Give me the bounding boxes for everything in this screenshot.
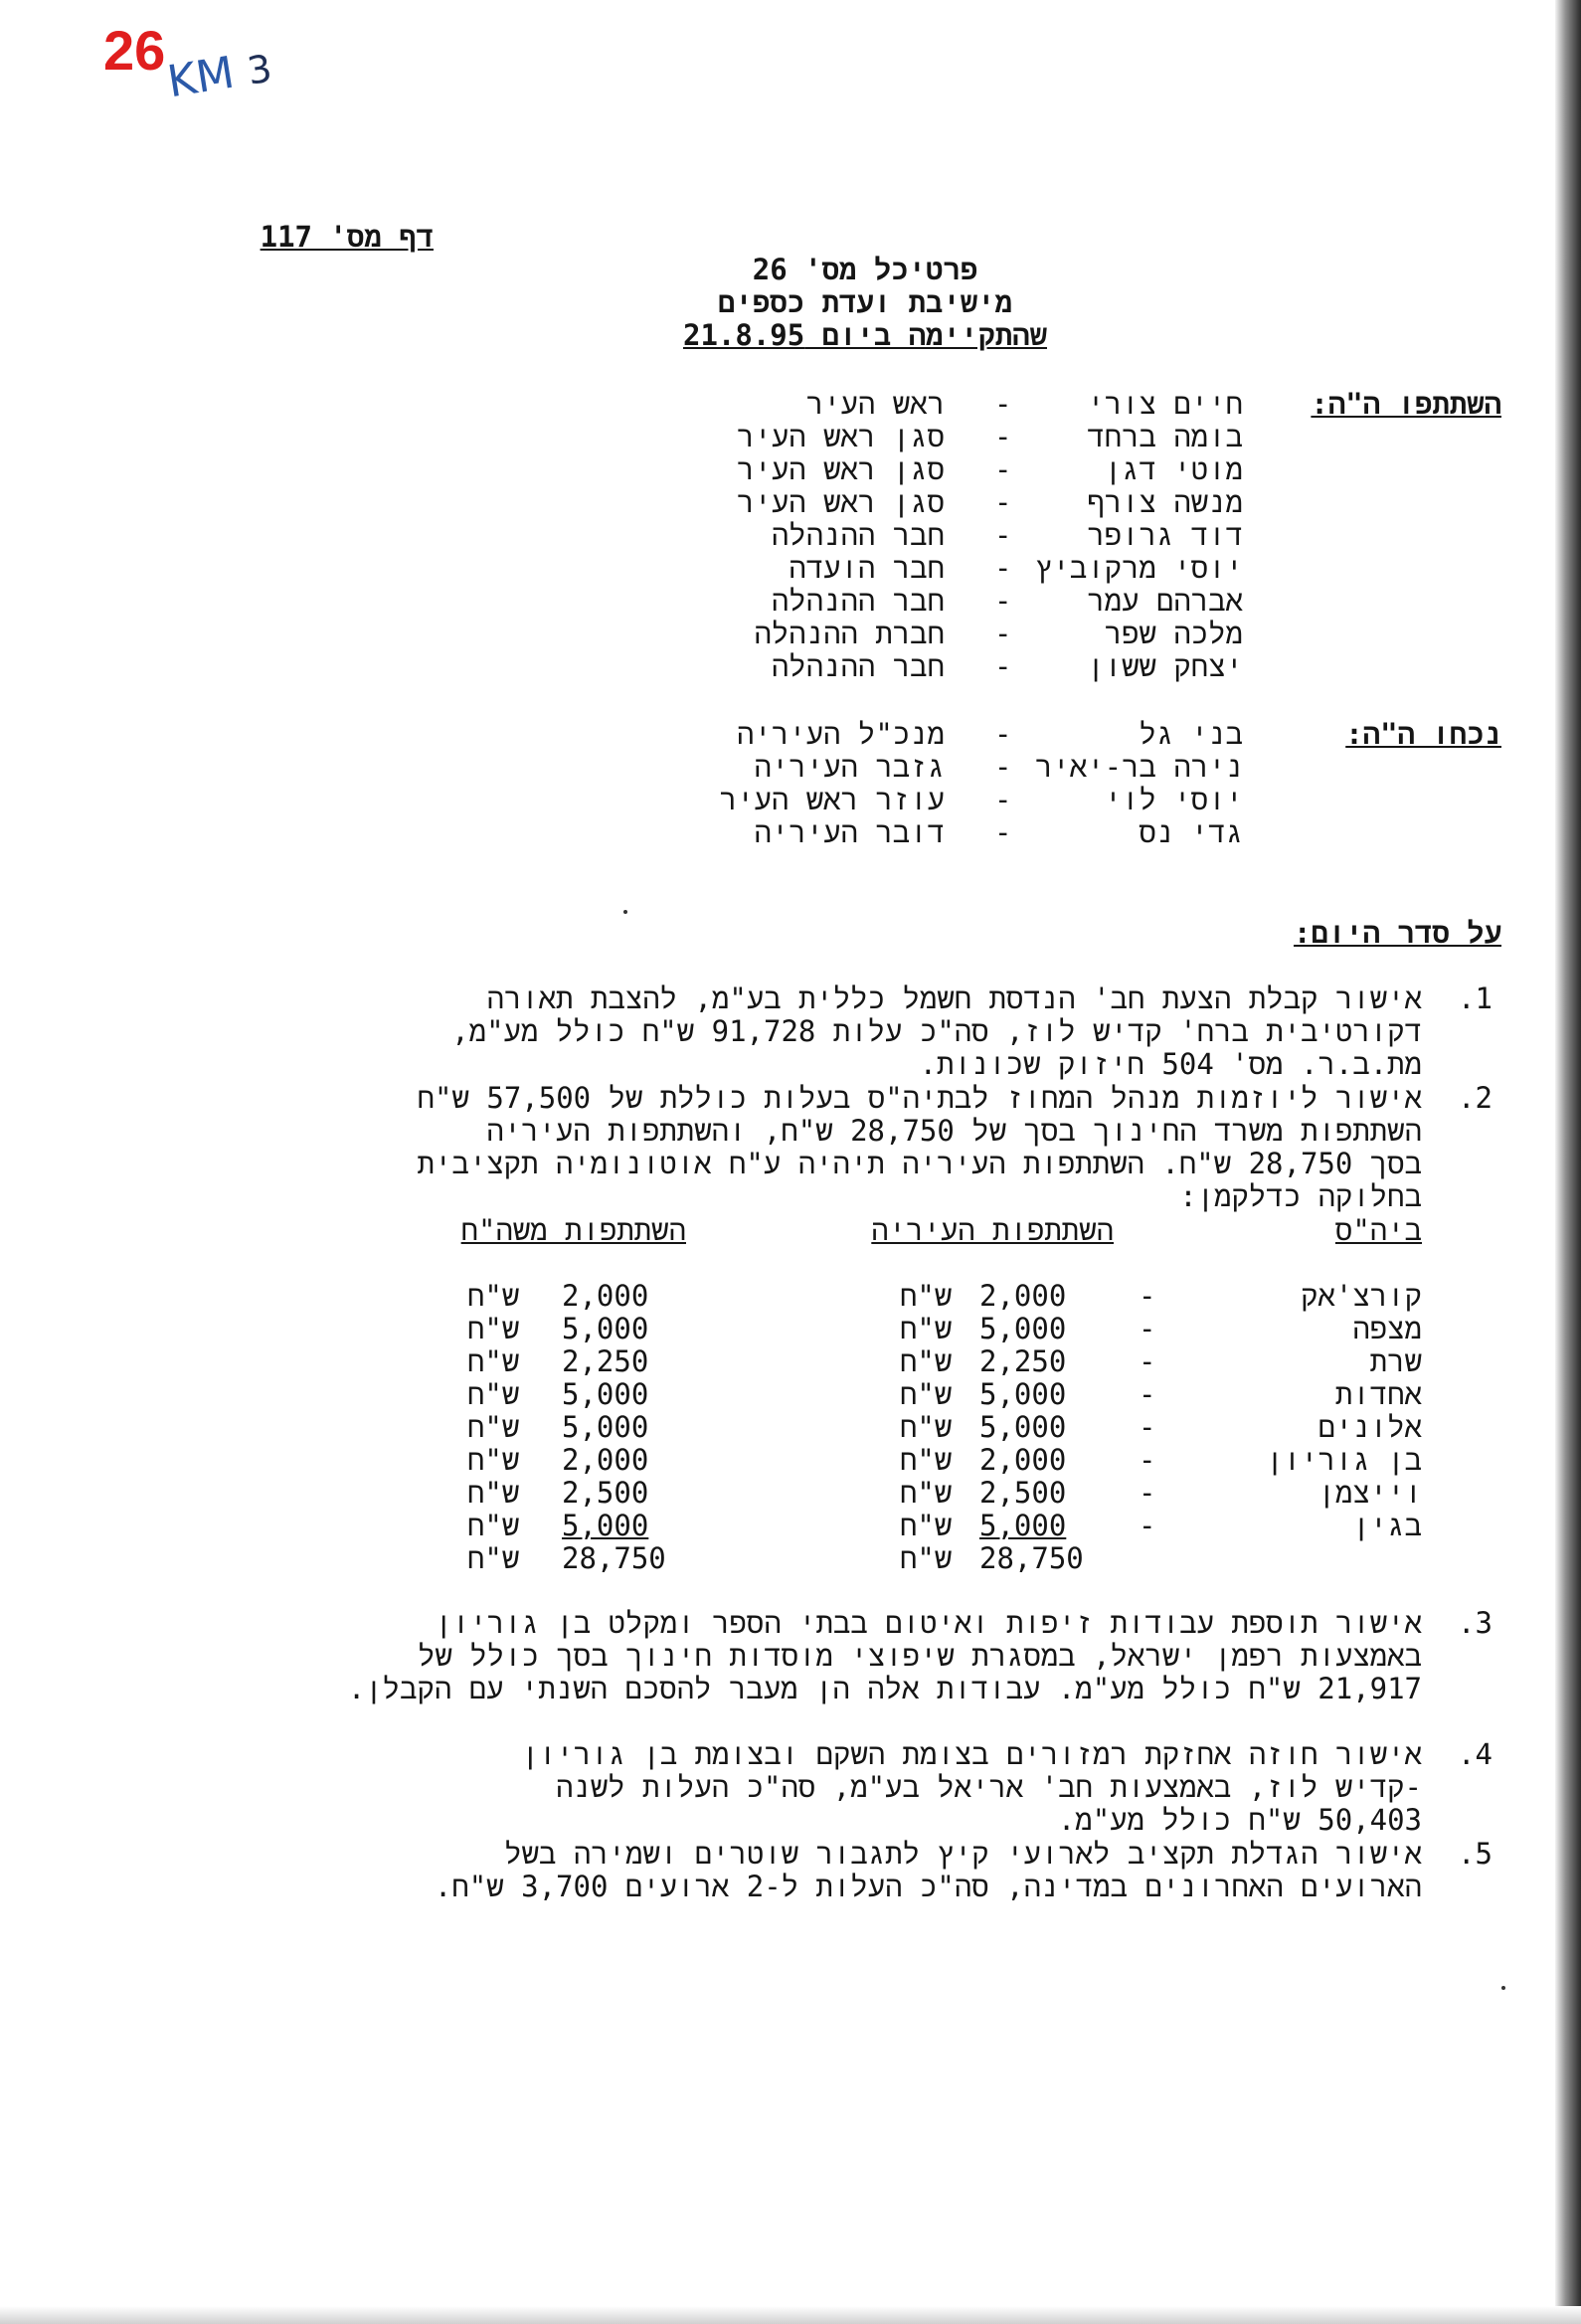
city-currency: ש"ח (900, 1344, 953, 1378)
person-name: בני גל (1139, 717, 1243, 751)
city-amount: 5,000 (979, 1410, 1067, 1444)
dash: - (994, 649, 1012, 683)
person-role: סגן ראש העיר (737, 452, 945, 486)
ministry-amount: 5,000 (562, 1410, 649, 1444)
person-role: חבר ההנהלה (771, 518, 945, 552)
dash: - (994, 485, 1012, 519)
ministry-currency: ש"ח (467, 1279, 520, 1313)
item-3-number: .3 (1458, 1606, 1493, 1640)
city-currency: ש"ח (900, 1476, 953, 1510)
page-number: 26 (103, 19, 166, 82)
participants-row (0, 519, 1581, 552)
dash: - (994, 387, 1012, 421)
person-role: חברת ההנהלה (754, 617, 945, 650)
dash: - (994, 551, 1012, 585)
ministry-currency: ש"ח (467, 1377, 520, 1411)
ministry-amount: 2,000 (562, 1443, 649, 1477)
school-name: אחדות (1334, 1377, 1422, 1411)
city-amount: 5,000 (979, 1377, 1067, 1411)
person-role: חבר הועדה (789, 551, 945, 585)
person-name: גדי נס (1139, 815, 1243, 849)
city-currency: ש"ח (900, 1443, 953, 1477)
ministry-amount: 5,000 (562, 1377, 649, 1411)
participants-row (0, 453, 1581, 486)
city-currency: ש"ח (900, 1279, 953, 1313)
participants-label: השתתפו ה"ה: (1311, 387, 1501, 421)
person-role: סגן ראש העיר (737, 485, 945, 519)
city-currency: ש"ח (900, 1410, 953, 1444)
present-row (0, 784, 1581, 816)
dash: - (994, 750, 1012, 784)
present-label: נכחו ה"ה: (1345, 717, 1501, 751)
dash: - (1139, 1377, 1156, 1411)
page-edge-shadow (1555, 0, 1581, 2324)
dash: - (1139, 1443, 1156, 1477)
participants-row (0, 552, 1581, 585)
school-name: שרת (1369, 1344, 1422, 1378)
ministry-currency: ש"ח (467, 1509, 520, 1542)
ministry-currency: ש"ח (467, 1541, 520, 1575)
school-name: בן גוריון (1266, 1443, 1422, 1477)
person-name: יוסי מרקוביץ (1035, 551, 1243, 585)
stamp-text: KM (164, 47, 238, 108)
city-total: 28,750 (979, 1541, 1084, 1575)
city-amount: 5,000 (979, 1312, 1067, 1345)
item-3-text: אישור תוספת עבודות זיפות ואיטום בבתי הספר ומקלט בן גוריון באמצעות רפמן ישראל, במסגרת שיפוצי מוסדות חינוך בסך כולל של 21,917 ש"ח כולל מע"מ. עבודות אלה הן מעבר להסכם השנתי עם הקבלן. (347, 1606, 1422, 1705)
budget-row (0, 1378, 1581, 1411)
person-role: סגן ראש העיר (737, 420, 945, 453)
budget-row (0, 1510, 1581, 1542)
dash: - (994, 452, 1012, 486)
dash: - (994, 617, 1012, 650)
person-role: גזבר העיריה (754, 750, 945, 784)
item-1-number: .1 (1458, 982, 1493, 1015)
scan-speck (1501, 1986, 1505, 1990)
dash: - (1139, 1410, 1156, 1444)
participants-row (0, 486, 1581, 519)
person-name: מנשה צורף (1087, 485, 1243, 519)
city-currency: ש"ח (900, 1377, 953, 1411)
school-name: בגין (1352, 1509, 1422, 1542)
person-role: חבר ההנהלה (771, 649, 945, 683)
dash: - (1139, 1344, 1156, 1378)
dash: - (994, 420, 1012, 453)
dash: - (994, 783, 1012, 816)
item-4-text: אישור חוזה אחזקת רמזורים בצומת השקם ובצומת בן גוריון -קדיש לוז, באמצעות חב' אריאל בע"מ, סה"כ העלות לשנה 50,403 ש"ח כולל מע"מ. (521, 1737, 1422, 1837)
dash: - (994, 518, 1012, 552)
dash: - (1139, 1509, 1156, 1542)
ministry-amount: 5,000 (562, 1312, 649, 1345)
participants-row (0, 618, 1581, 650)
person-name: יצחק ששון (1087, 649, 1243, 683)
handwritten-stamp (164, 42, 275, 108)
person-role: מנכ"ל העיריה (737, 717, 945, 751)
item-2-text: אישור ליוזמות מנהל המחוז לבתיה"ס בעלות כוללת של 57,500 ש"ח השתתפות משרד החינוך בסך של 28,750 ש"ח, והשתתפות העיריה בסך 28,750 ש"ח. השתתפות העיריה תיהיה ע"ח אוטונומיה תקציבית בחלוקה כדלקמן: (417, 1081, 1422, 1213)
scan-speck (623, 910, 627, 914)
school-name: קורצ'אק (1301, 1279, 1422, 1313)
item-5-number: .5 (1458, 1837, 1493, 1871)
budget-row (0, 1477, 1581, 1510)
budget-row (0, 1280, 1581, 1313)
person-name: אברהם עמר (1087, 584, 1243, 618)
header-line-2: מישיבת ועדת כספים (718, 285, 1012, 319)
header-line-1: פרטיכל מס' 26 (752, 253, 978, 286)
dash: - (1139, 1279, 1156, 1313)
ministry-currency: ש"ח (467, 1410, 520, 1444)
school-name: מצפה (1352, 1312, 1422, 1345)
school-name: אלונים (1318, 1410, 1422, 1444)
person-name: יוסי לוי (1104, 783, 1243, 816)
agenda-label: על סדר היום: (1293, 916, 1501, 950)
item-4-number: .4 (1458, 1737, 1493, 1771)
budget-total-row (0, 1542, 1581, 1575)
table-header-school: ביה"ס (1334, 1213, 1422, 1247)
city-amount: 2,000 (979, 1443, 1067, 1477)
item-2-number: .2 (1458, 1081, 1493, 1115)
present-row (0, 718, 1581, 751)
city-amount: 2,250 (979, 1344, 1067, 1378)
person-role: ראש העיר (805, 387, 945, 421)
person-role: עוזר ראש העיר (719, 783, 945, 816)
person-name: בומה ברחד (1087, 420, 1243, 453)
city-amount: 2,500 (979, 1476, 1067, 1510)
dash: - (1139, 1312, 1156, 1345)
ministry-total: 28,750 (562, 1541, 666, 1575)
person-role: חבר ההנהלה (771, 584, 945, 618)
person-role: דובר העיריה (754, 815, 945, 849)
participants-row (0, 388, 1581, 421)
ministry-currency: ש"ח (467, 1443, 520, 1477)
page-bottom-shadow (0, 2306, 1581, 2324)
city-currency: ש"ח (900, 1541, 953, 1575)
dash: - (994, 717, 1012, 751)
ministry-amount: 2,250 (562, 1344, 649, 1378)
item-1-text: אישור קבלת הצעת חב' הנדסת חשמל כללית בע"מ, להצבת תאורה דקורטיבית ברח' קדיש לוז, סה"כ עלות 91,728 ש"ח כולל מע"מ, מת.ב.ר. מס' 504 חיזוק שכונות. (451, 982, 1422, 1081)
ministry-currency: ש"ח (467, 1476, 520, 1510)
header-line-3: שהתקיימה ביום 21.8.95 (683, 318, 1047, 352)
ministry-currency: ש"ח (467, 1312, 520, 1345)
dash: - (994, 584, 1012, 618)
ministry-amount: 2,000 (562, 1279, 649, 1313)
city-currency: ש"ח (900, 1312, 953, 1345)
budget-row (0, 1313, 1581, 1345)
person-name: דוד גרופר (1087, 518, 1243, 552)
person-name: מוטי דגן (1104, 452, 1243, 486)
table-header-city: השתתפות העיריה (871, 1213, 1114, 1247)
ministry-amount: 2,500 (562, 1476, 649, 1510)
city-amount: 2,000 (979, 1279, 1067, 1313)
city-amount: 5,000 (979, 1509, 1067, 1542)
table-header-ministry: השתתפות משה"ח (460, 1213, 686, 1247)
person-name: מלכה שפר (1104, 617, 1243, 650)
ministry-currency: ש"ח (467, 1344, 520, 1378)
school-name: וייצמן (1318, 1476, 1422, 1510)
person-name: חיים צורי (1087, 387, 1243, 421)
ministry-amount: 5,000 (562, 1509, 649, 1542)
budget-row (0, 1444, 1581, 1477)
person-name: נירה בר-יאיר (1035, 750, 1243, 784)
dash: - (1139, 1476, 1156, 1510)
city-currency: ש"ח (900, 1509, 953, 1542)
participants-row (0, 650, 1581, 683)
item-5-text: אישור הגדלת תקציב לארועי קיץ לתגבור שוטרים ושמירה בשל הארועים האחרונים במדינה, סה"כ העלות ל-2 ארועים 3,700 ש"ח. (434, 1837, 1422, 1903)
budget-row (0, 1345, 1581, 1378)
participants-row (0, 421, 1581, 453)
dash: - (994, 815, 1012, 849)
stamp-number: 3 (244, 46, 275, 93)
participants-row (0, 585, 1581, 618)
sheet-label: דף מס' 117 (260, 220, 434, 254)
present-row (0, 816, 1581, 849)
present-row (0, 751, 1581, 784)
budget-row (0, 1411, 1581, 1444)
